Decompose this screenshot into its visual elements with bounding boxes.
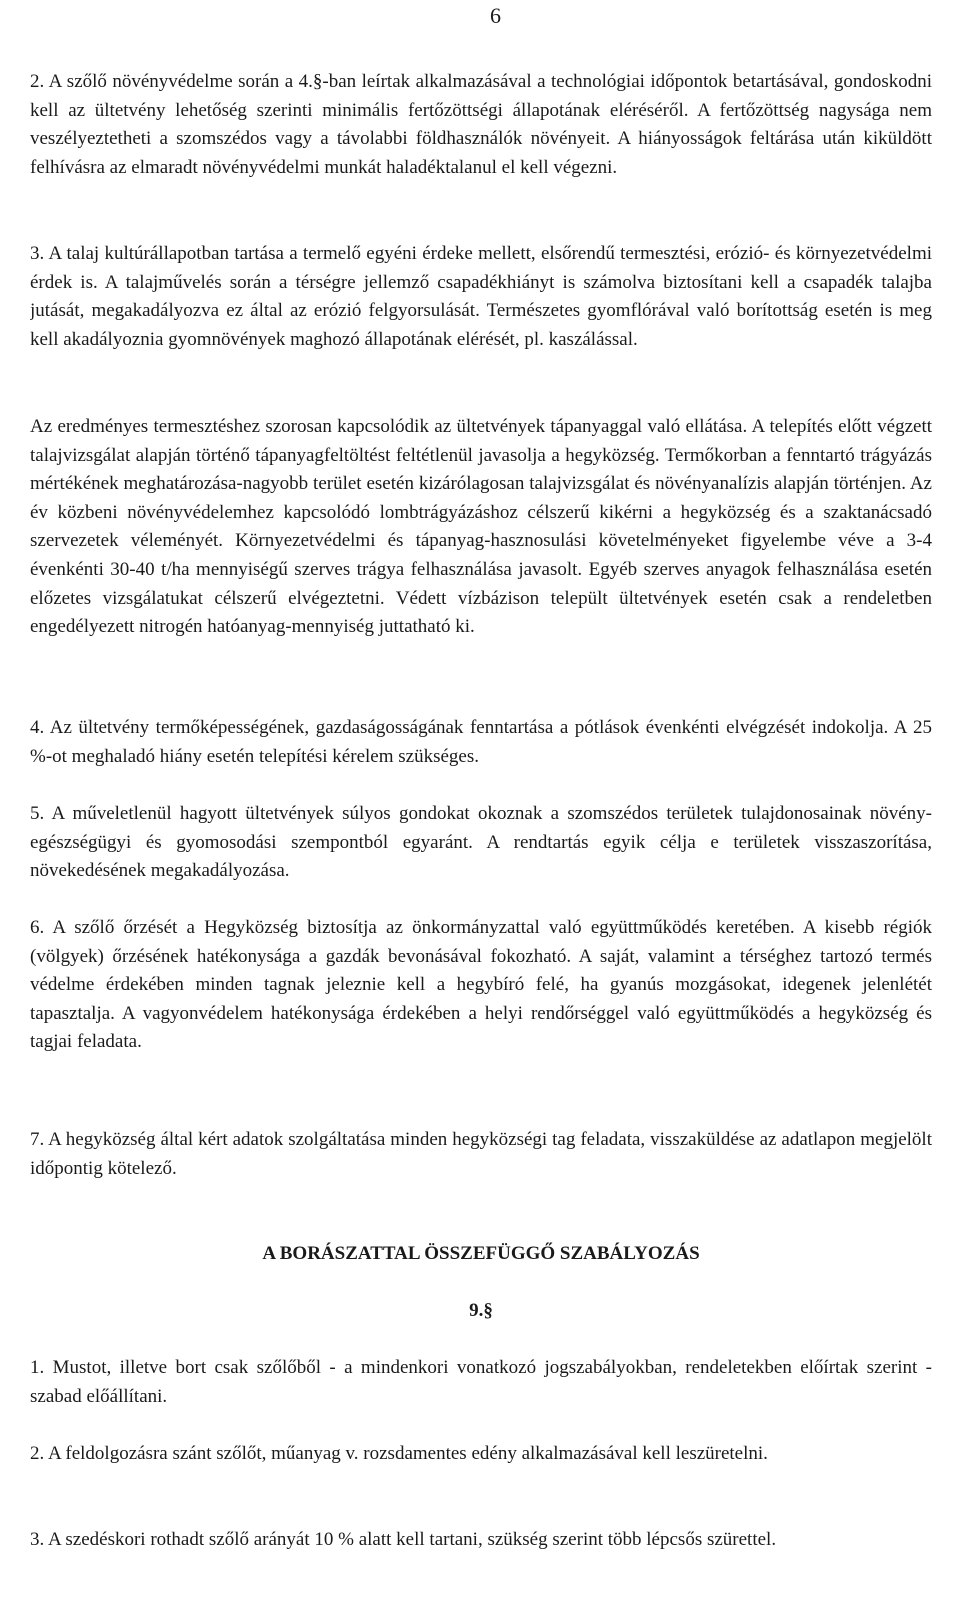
document-page (30, 0, 932, 1612)
paragraph-2: 2. A szőlő növényvédelme során a 4.§-ban leírtak alkalmazásával a technológiai időpontok betartásával, gondoskodni kell az ültetvény lehetőség szerinti minimális fertőzöttségi állapotának eléréséről. A fertőzöttség nagysága nem veszélyeztetheti a szomszédos vagy a távolabbi földhasználók növényeit. A hiányosságok feltárása után kiküldött felhívásra az elmaradt növényvédelmi munkát haladéktalanul el kell végezni. (30, 71, 932, 178)
section-paragraph-2: 2. A feldolgozásra szánt szőlőt, műanyag v. rozsdamentes edény alkalmazásával kell leszüretelni. (30, 1443, 768, 1464)
section-number: 9.§ (469, 1300, 493, 1321)
paragraph-7: 7. A hegyközség által kért adatok szolgáltatása minden hegyközségi tag feladata, visszaküldése az adatlapon megjelölt időpontig kötelező. (30, 1129, 932, 1179)
section-paragraph-1: 1. Mustot, illetve bort csak szőlőből - a mindenkori vonatkozó jogszabályokban, rendeletekben előírtak szerint - szabad előállítani. (30, 1357, 932, 1407)
paragraph-3-nutrients: Az eredményes termesztéshez szorosan kapcsolódik az ültetvények tápanyaggal való ellátása. A telepítés előtt végzett talajvizsgálat alapján történő tápanyagfeltöltést feltétlenül javasolja a hegyközség. Termőkorban a fenntartó trágyázás mértékének meghatározása-nagyobb terület esetén kizárólagosan talajvizsgálat és növényanalízis alapján történjen. Az év közbeni növényvédelemhez kapcsolódó lombtrágyázáshoz célszerű kikérni a hegyközség és a szaktanácsadó szervezetek véleményét. Környezetvédelmi és tápanyag-hasznosulási követelményeket figyelembe véve a 3-4 évenkénti 30-40 t/ha mennyiségű szerves trágya felhasználása javasolt. Egyéb szerves anyagok felhasználása esetén előzetes vizsgálatukat célszerű elvégeztetni. Védett vízbázison települt ültetvények esetén csak a rendeletben engedélyezett nitrogén hatóanyag-mennyiség juttatható ki. (30, 416, 932, 638)
paragraph-5: 5. A műveletlenül hagyott ültetvények súlyos gondokat okoznak a szomszédos területek tulajdonosainak növény-egészségügyi és gyomosodási szempontból egyaránt. A rendtartás egyik célja e területek visszaszorítása, növekedésének megakadályozása. (30, 803, 932, 882)
page-number: 6 (490, 3, 501, 28)
paragraph-4: 4. Az ültetvény termőképességének, gazdaságosságának fenntartása a pótlások évenkénti elvégzését indokolja. A 25 %-ot meghaladó hiány esetén telepítési kérelem szükséges. (30, 717, 932, 767)
section-title: A BORÁSZATTAL ÖSSZEFÜGGŐ SZABÁLYOZÁS (262, 1243, 700, 1264)
paragraph-3: 3. A talaj kultúrállapotban tartása a termelő egyéni érdeke mellett, elsőrendű termesztési, erózió- és környezetvédelmi érdek is. A talajművelés során a térségre jellemző csapadékhiányt is számolva biztosítani kell a csapadék talajba jutását, megakadályozva ez által az erózió felgyorsulását. Természetes gyomflórával való borítottság esetén is meg kell akadályoznia gyomnövények maghozó állapotának elérését, pl. kaszálással. (30, 243, 932, 350)
paragraph-6: 6. A szőlő őrzését a Hegyközség biztosítja az önkormányzattal való együttműködés keretében. A kisebb régiók (völgyek) őrzésének hatékonysága a gazdák bevonásával fokozható. A saját, valamint a térséghez tartozó termés védelme érdekében minden tagnak jeleznie kell a hegybíró felé, ha gyanús mozgásokat, idegenek jelenlétét tapasztalja. A vagyonvédelem hatékonysága érdekében a helyi rendőrséggel való együttműködés a hegyközség és tagjai feladata. (30, 917, 932, 1053)
section-paragraph-3: 3. A szedéskori rothadt szőlő arányát 10 % alatt kell tartani, szükség szerint több lépcsős szürettel. (30, 1529, 777, 1550)
